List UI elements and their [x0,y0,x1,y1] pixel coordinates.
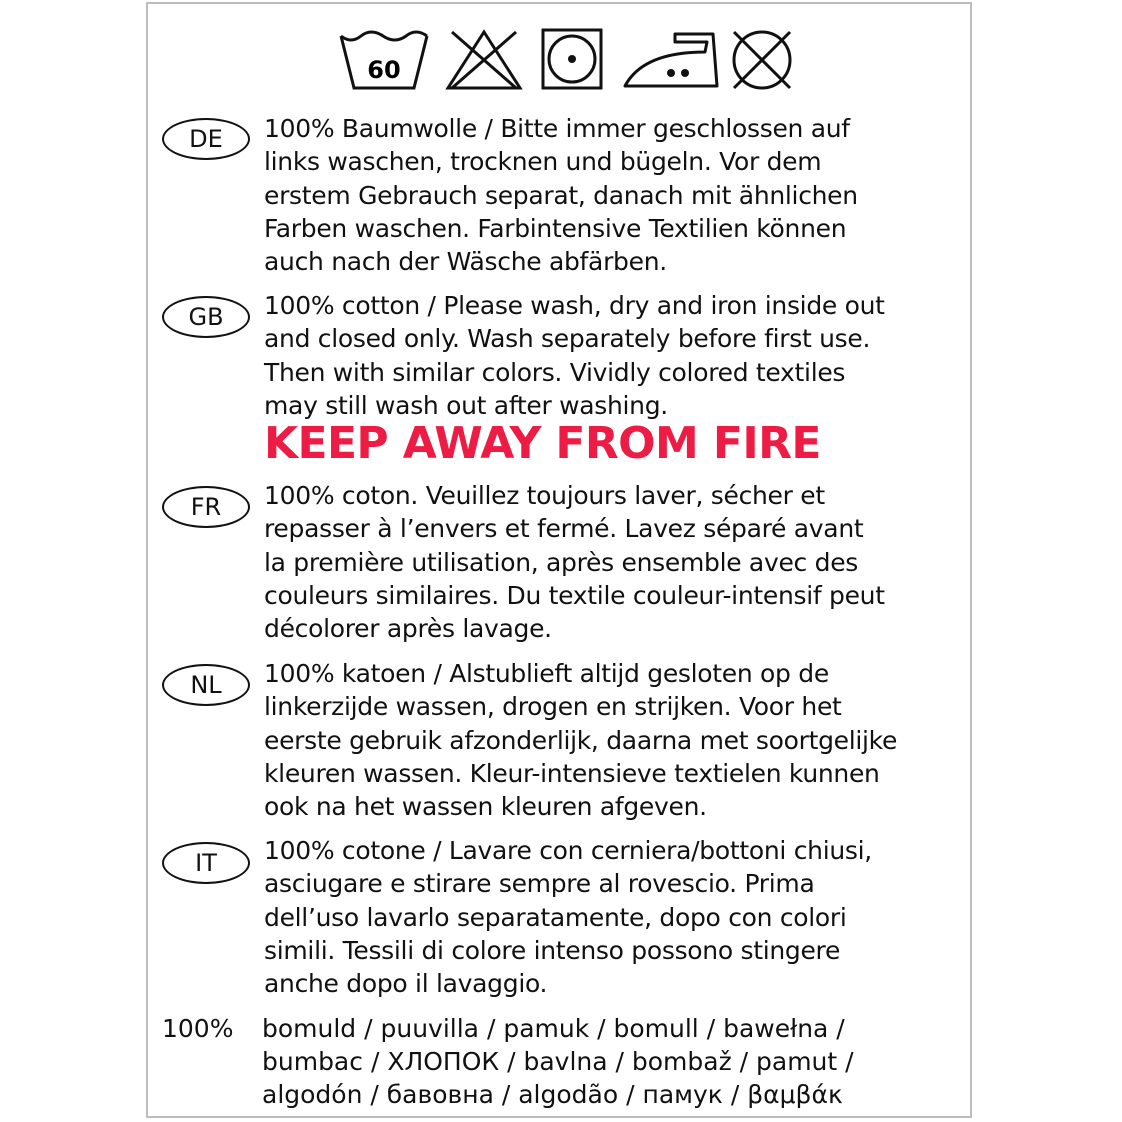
care-text-gb: 100% cotton / Please wash, dry and iron inside out and closed only. Wash separately before first use. Then with similar colors. Vividly colored textiles may still wash out after washing. [264,291,885,420]
no-dry-clean-icon [728,28,798,92]
material-percent: 100% [162,1014,234,1043]
lang-badge-gb: GB [162,296,250,338]
lang-badge-de: DE [162,118,250,160]
care-label [146,2,972,1118]
care-text-fr: 100% coton. Veuillez toujours laver, sécher et repasser à l’envers et fermé. Lavez séparé avant la première utilisation, après ensemble avec des couleurs similaires. Du textile couleur-intensif peut décolorer après lavage. [264,481,885,644]
care-symbols [338,28,798,98]
wash-temperature: 60 [367,56,401,84]
lang-badge-it: IT [162,842,250,884]
wash-60-icon [338,28,430,92]
care-text-de: 100% Baumwolle / Bitte immer geschlossen auf links waschen, trocknen und bügeln. Vor dem erstem Gebrauch separat, danach mit ähnlichen Farben waschen. Farbintensive Textilien können auch nach der Wäsche abfärben. [264,114,858,277]
no-bleach-icon [444,28,524,92]
fire-warning: KEEP AWAY FROM FIRE [264,418,821,469]
tumble-dry-icon [541,28,605,92]
lang-badge-nl: NL [162,664,250,706]
material-translations: bomuld / puuvilla / pamuk / bomull / bawełna / bumbac / ХЛОПОК / bavlna / bombaž / pamut / algodón / бавовна / algodão / памук / βαμβάκ [262,1014,854,1109]
care-text-it: 100% cotone / Lavare con cerniera/bottoni chiusi, asciugare e stirare sempre al rovescio. Prima dell’uso lavarlo separatamente, dopo con colori simili. Tessili di colore intenso possono stingere anche dopo il lavaggio. [264,836,872,999]
iron-medium-icon [621,28,721,92]
lang-badge-fr: FR [162,486,250,528]
care-text-nl: 100% katoen / Alstublieft altijd gesloten op de linkerzijde wassen, drogen en strijken. Voor het eerste gebruik afzonderlijk, daarna met soortgelijke kleuren wassen. Kleur-intensieve textielen kunnen ook na het wassen kleuren afgeven. [264,659,898,822]
